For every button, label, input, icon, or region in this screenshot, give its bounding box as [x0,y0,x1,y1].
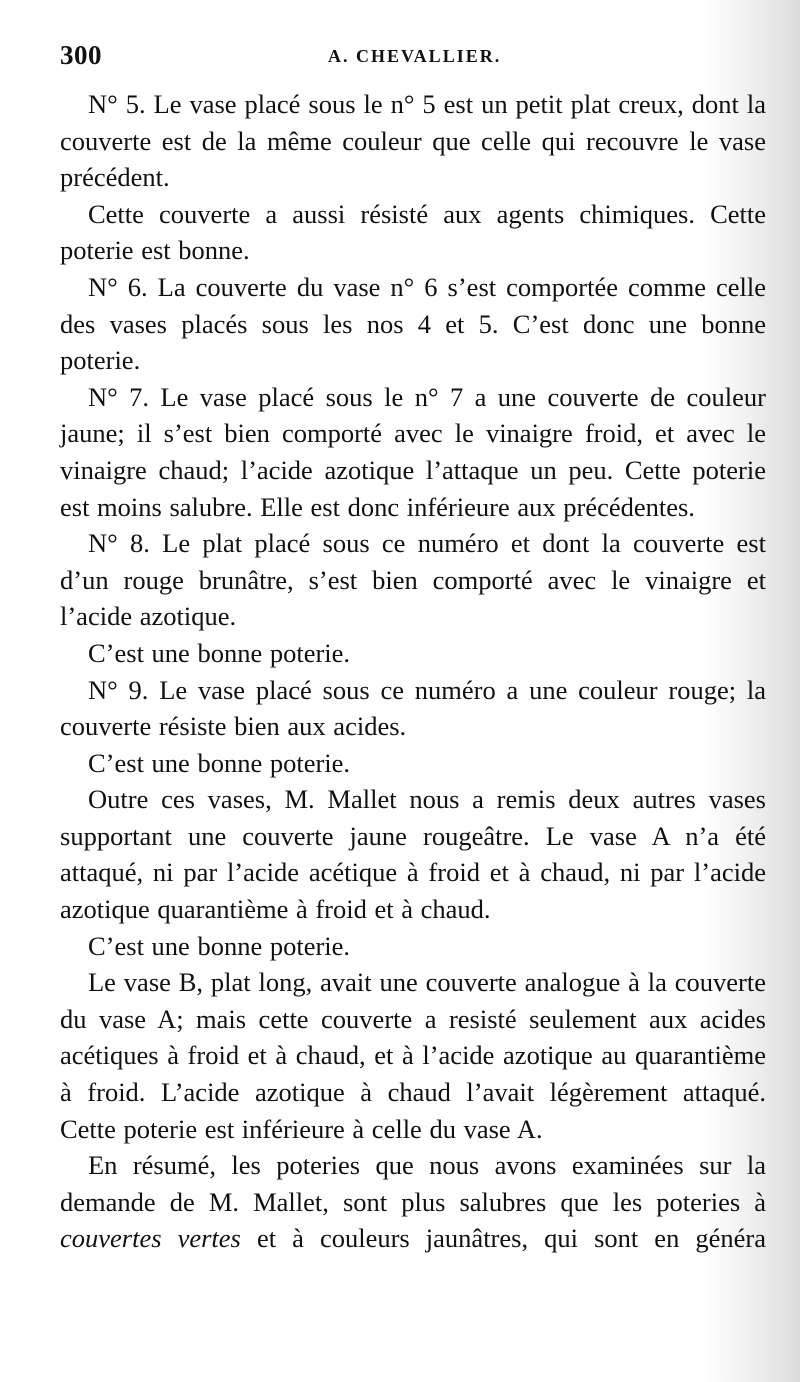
paragraph-no9-result: C’est une bonne poterie. [88,747,351,778]
paragraph-no5-result: Cette couverte a aussi résisté aux agents chimiques. Cette poterie est bonne. [60,198,766,266]
paragraph-vase-a-result: C’est une bonne poterie. [88,930,351,961]
paragraph-vase-b: Le vase B, plat long, avait une couverte analogue à la couverte du vase A; mais cette couverte a resisté seulement aux acides acétiques à froid et à chaud, et à l’acide azotique au quarantième à froid. L’acide azotique à chaud l’avait légèrement attaqué. Cette poterie est inférieure à celle du vase A. [60,967,766,1144]
paragraph-no8: N° 8. Le plat placé sous ce numéro et dont la couverte est d’un rouge brunâtre, s’est bien comporté avec le vinaigre et l’acide azotique. [60,528,766,632]
page-number: 300 [60,40,102,70]
summary-italic-text: couvertes vertes [60,1223,241,1254]
paragraph-no9: N° 9. Le vase placé sous ce numéro a une couleur rouge; la couverte résiste bien aux acides. [60,674,766,742]
paragraph-vase-a: Outre ces vases, M. Mallet nous a remis deux autres vases supportant une couverte jaune rougeâtre. Le vase A n’a été attaqué, ni par l’acide acétique à froid et à chaud, ni par l’acide azotique quarantième à froid et à chaud. [60,784,766,925]
paragraph-no8-result: C’est une bonne poterie. [88,637,351,668]
page-header [60,40,760,76]
summary-text-end: et à couleurs jaunâtres, qui sont en généra [256,1223,766,1254]
paragraph-no6: N° 6. La couverte du vase n° 6 s’est comportée comme celle des vases placés sous les nos 4 et 5. C’est donc une bonne poterie. [60,271,766,376]
paragraph-no5: N° 5. Le vase placé sous le n° 5 est un petit plat creux, dont la couverte est de la même couleur que celle qui recouvre le vase précédent. [60,89,766,193]
summary-text-start: En résumé, les poteries que nous avons examinées sur la demande de M. Mallet, sont plus salubres que les poteries à [60,1150,766,1217]
paragraph-summary [60,1147,766,1257]
running-head: A. CHEVALLIER. [328,46,502,66]
paragraph-no7: N° 7. Le vase placé sous le n° 7 a une couverte de couleur jaune; il s’est bien comporté avec le vinaigre froid, et avec le vinaigre chaud; l’acide azotique l’attaque un peu. Cette poterie est moins salubre. Elle est donc inférieure aux précédentes. [60,381,766,522]
body-text [60,86,766,1257]
